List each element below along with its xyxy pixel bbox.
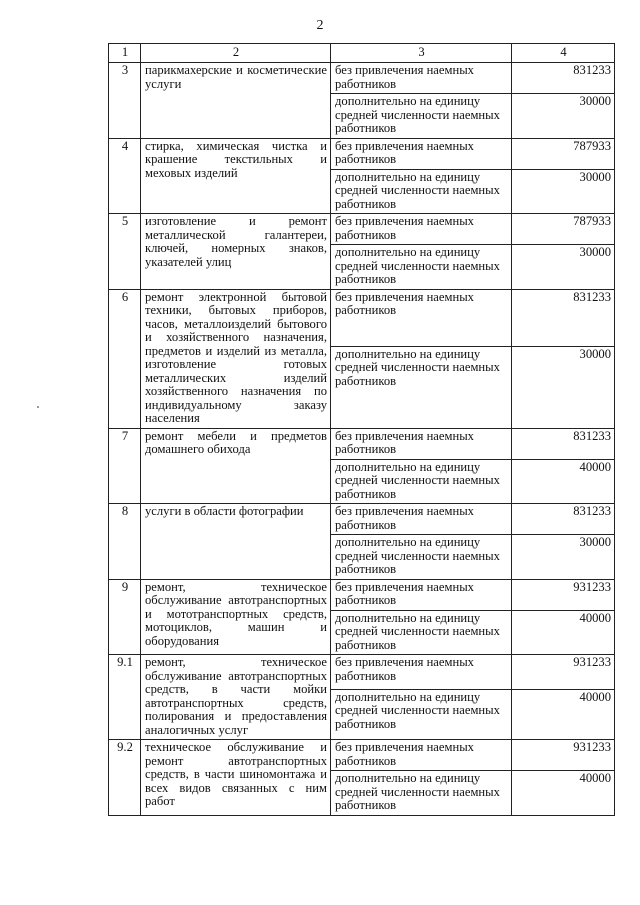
table-row <box>109 655 615 690</box>
condition-cell: дополнительно на единицу средней численности наемных работников <box>331 771 512 816</box>
amount-cell: 831233 <box>512 428 615 459</box>
table-header-row <box>109 44 615 63</box>
condition-cell: без привлечения наемных работников <box>331 214 512 245</box>
amount-cell: 30000 <box>512 94 615 139</box>
activity-cell: услуги в области фотографии <box>141 504 331 580</box>
condition-cell: без привлечения наемных работников <box>331 138 512 169</box>
amount-cell: 40000 <box>512 610 615 655</box>
table-row <box>109 579 615 610</box>
amount-cell: 831233 <box>512 63 615 94</box>
activity-cell: ремонт, техническое обслуживание автотранспортных средств, в части мойки автотранспортных средств, полирования и предоставления аналогичных услуг <box>141 655 331 740</box>
table-row <box>109 428 615 459</box>
condition-cell: дополнительно на единицу средней численности наемных работников <box>331 689 512 739</box>
page-number: 2 <box>316 18 324 33</box>
amount-cell: 30000 <box>512 346 615 428</box>
condition-cell: без привлечения наемных работников <box>331 63 512 94</box>
row-number: 8 <box>109 504 141 580</box>
amount-cell: 931233 <box>512 740 615 771</box>
amount-cell: 40000 <box>512 771 615 816</box>
table-row <box>109 214 615 245</box>
amount-cell: 931233 <box>512 579 615 610</box>
amount-cell: 30000 <box>512 535 615 580</box>
activity-cell: изготовление и ремонт металлической галантереи, ключей, номерных знаков, указателей улиц <box>141 214 331 290</box>
condition-cell: без привлечения наемных работников <box>331 740 512 771</box>
condition-cell: дополнительно на единицу средней численности наемных работников <box>331 459 512 504</box>
amount-cell: 30000 <box>512 169 615 214</box>
table-row <box>109 63 615 94</box>
amount-cell: 787933 <box>512 138 615 169</box>
condition-cell: без привлечения наемных работников <box>331 504 512 535</box>
condition-cell: без привлечения наемных работников <box>331 655 512 690</box>
row-number: 6 <box>109 289 141 428</box>
tariff-table <box>108 43 615 816</box>
amount-cell: 40000 <box>512 689 615 739</box>
scan-speck <box>37 406 39 408</box>
table-row <box>109 740 615 771</box>
activity-cell: стирка, химическая чистка и крашение текстильных и меховых изделий <box>141 138 331 214</box>
condition-cell: без привлечения наемных работников <box>331 428 512 459</box>
column-header-3: 3 <box>331 44 512 63</box>
row-number: 4 <box>109 138 141 214</box>
activity-cell: ремонт электронной бытовой техники, бытовых приборов, часов, металлоизделий бытового и хозяйственного назначения, предметов и изделий из металла, изготовление готовых металлических изделий хозяйственного назначения по индивидуальному заказу населения <box>141 289 331 428</box>
row-number: 9.2 <box>109 740 141 816</box>
activity-cell: парикмахерские и косметические услуги <box>141 63 331 139</box>
amount-cell: 30000 <box>512 245 615 290</box>
table-row <box>109 138 615 169</box>
activity-cell: ремонт, техническое обслуживание автотранспортных и мототранспортных средств, мотоциклов, машин и оборудования <box>141 579 331 655</box>
table-row <box>109 504 615 535</box>
condition-cell: без привлечения наемных работников <box>331 579 512 610</box>
amount-cell: 931233 <box>512 655 615 690</box>
row-number: 7 <box>109 428 141 504</box>
condition-cell: дополнительно на единицу средней численности наемных работников <box>331 535 512 580</box>
condition-cell: дополнительно на единицу средней численности наемных работников <box>331 94 512 139</box>
amount-cell: 831233 <box>512 289 615 346</box>
activity-cell: ремонт мебели и предметов домашнего обихода <box>141 428 331 504</box>
row-number: 5 <box>109 214 141 290</box>
column-header-2: 2 <box>141 44 331 63</box>
amount-cell: 787933 <box>512 214 615 245</box>
condition-cell: дополнительно на единицу средней численности наемных работников <box>331 169 512 214</box>
condition-cell: дополнительно на единицу средней численности наемных работников <box>331 346 512 428</box>
amount-cell: 40000 <box>512 459 615 504</box>
condition-cell: дополнительно на единицу средней численности наемных работников <box>331 610 512 655</box>
column-header-4: 4 <box>512 44 615 63</box>
amount-cell: 831233 <box>512 504 615 535</box>
column-header-1: 1 <box>109 44 141 63</box>
condition-cell: дополнительно на единицу средней численности наемных работников <box>331 245 512 290</box>
table-row <box>109 289 615 346</box>
row-number: 3 <box>109 63 141 139</box>
activity-cell: техническое обслуживание и ремонт автотранспортных средств, в части шиномонтажа и всех видов связанных с ним работ <box>141 740 331 816</box>
row-number: 9.1 <box>109 655 141 740</box>
condition-cell: без привлечения наемных работников <box>331 289 512 346</box>
row-number: 9 <box>109 579 141 655</box>
